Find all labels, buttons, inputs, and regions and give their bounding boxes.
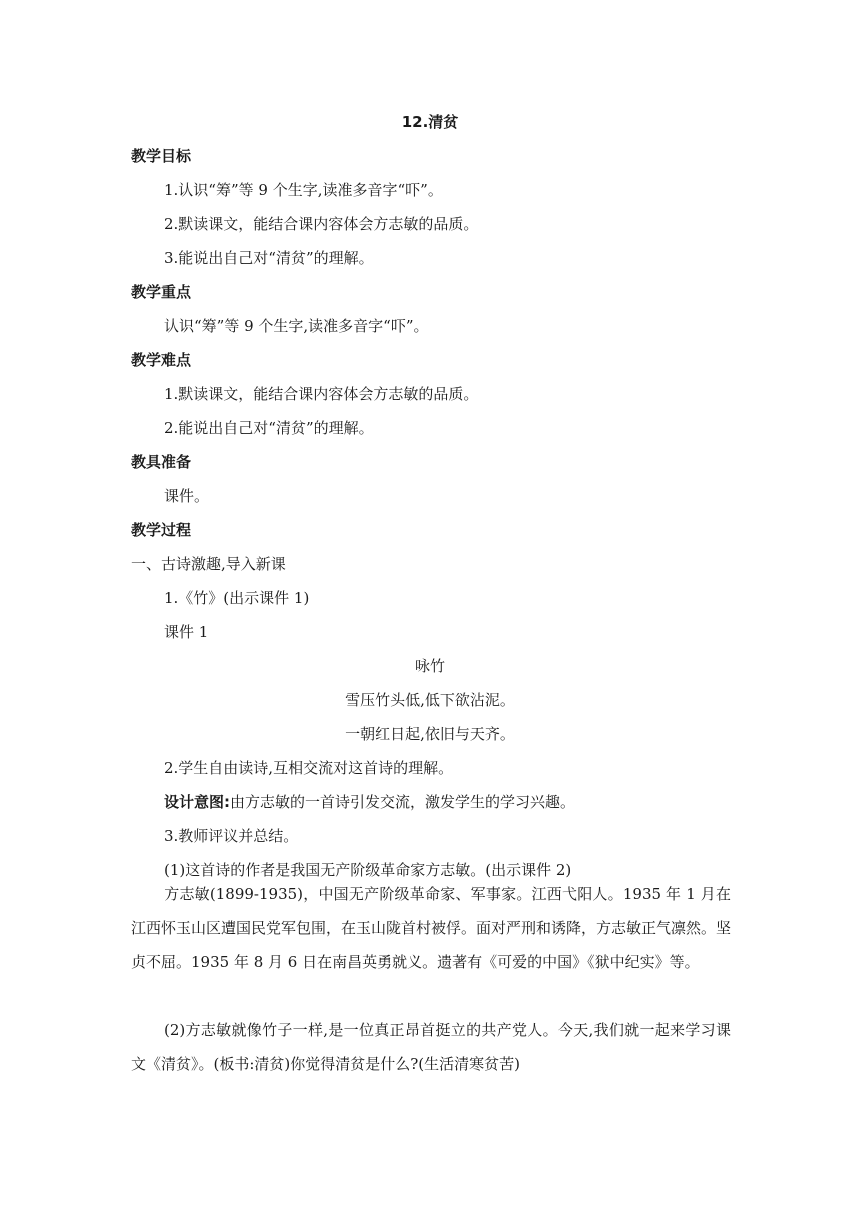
process-step-1: 1.《竹》(出示课件 1) — [164, 589, 310, 607]
process-step-3: 3.教师评议并总结。 — [164, 827, 299, 845]
key-point-item-1: 认识“筹”等 9 个生字,读准多音字“吓”。 — [164, 317, 429, 335]
bio-text: 方志敏(1899-1935)，中国无产阶级革命家、军事家。江西弋阳人。1935 年 1 月在江西怀玉山区遭国民党军包围，在玉山陇首村被俘。面对严刑和诱降，方志敏正气凛然。坚贞不屈。1935 年 8 月 6 日在南昌英勇就义。遗著有《可爱的中国》《狱中纪实》等。 — [131, 885, 732, 971]
process-part-1: 一、古诗激趣,导入新课 — [131, 555, 286, 573]
materials-item-1: 课件。 — [164, 487, 210, 505]
poem-title: 咏竹 — [414, 657, 445, 675]
page-title: 12.清贫 — [401, 113, 459, 131]
heading-goals: 教学目标 — [131, 147, 192, 165]
design-intent-text: 由方志敏的一首诗引发交流，激发学生的学习兴趣。 — [230, 793, 576, 811]
goal-item-1: 1.认识“筹”等 9 个生字,读准多音字“吓”。 — [164, 181, 443, 199]
poem-line-2: 一朝红日起,依旧与天齐。 — [345, 725, 515, 743]
heading-key-points: 教学重点 — [131, 283, 192, 301]
goal-item-3: 3.能说出自己对“清贫”的理解。 — [164, 249, 374, 267]
design-intent — [164, 792, 575, 812]
heading-difficulties: 教学难点 — [131, 351, 192, 369]
bio-paragraph — [131, 877, 731, 979]
goal-item-2: 2.默读课文，能结合课内容体会方志敏的品质。 — [164, 215, 479, 233]
heading-process: 教学过程 — [131, 521, 192, 539]
heading-materials: 教具准备 — [131, 453, 192, 471]
process-sub-2-paragraph — [131, 1013, 731, 1081]
process-step-2: 2.学生自由读诗,互相交流对这首诗的理解。 — [164, 759, 454, 777]
difficulty-item-2: 2.能说出自己对“清贫”的理解。 — [164, 419, 374, 437]
design-intent-label: 设计意图: — [164, 793, 230, 811]
courseware-label: 课件 1 — [164, 623, 209, 641]
process-sub-2-text: (2)方志敏就像竹子一样,是一位真正昂首挺立的共产党人。今天,我们就一起来学习课文《清贫》。(板书:清贫)你觉得清贫是什么?(生活清寒贫苦) — [131, 1021, 731, 1073]
poem-line-1: 雪压竹头低,低下欲沾泥。 — [345, 691, 515, 709]
difficulty-item-1: 1.默读课文，能结合课内容体会方志敏的品质。 — [164, 385, 479, 403]
process-sub-1: (1)这首诗的作者是我国无产阶级革命家方志敏。(出示课件 2) — [164, 861, 572, 879]
